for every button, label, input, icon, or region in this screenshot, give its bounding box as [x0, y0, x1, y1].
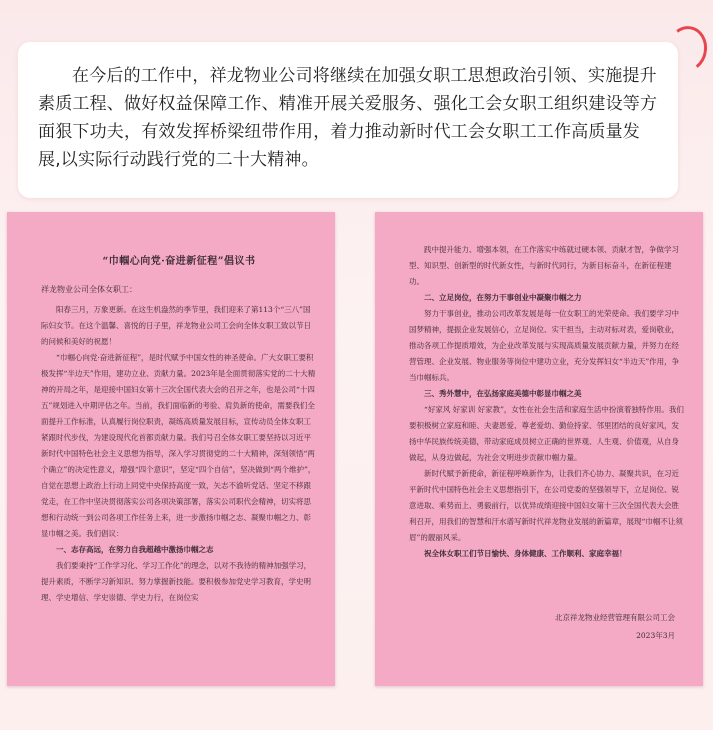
letter-paragraph: “好家风 好家训 好家教”，女性在社会生活和家庭生活中扮演着独特作用。我们要积极树立家庭和睦、夫妻恩爱、尊老爱幼、勤俭持家、邻里团结的良好家风，发扬中华民族传统美德，带动家庭成员树立正确的世界观、人生观、价值观，从自身做起，从身边做起，为社会文明进步贡献巾帼力量。	[409, 405, 684, 462]
letter-paragraph: 新时代赋予新使命，新征程呼唤新作为，让我们齐心协力、凝聚共识，在习近平新时代中国特色社会主义思想指引下，在公司党委的坚强领导下，立足岗位、锐意进取、乘势而上、勇毅前行，以优异成绩迎接中国妇女第十三次全国代表大会胜利召开，用我们的智慧和汗水谱写新时代祥龙物业发展的新篇章，展现“巾帼不让须眉”的靓丽风采。	[409, 469, 683, 542]
letter-section-heading: 二、立足岗位，在努力干事创业中凝聚巾帼之力	[424, 293, 582, 302]
letter-page-left	[7, 212, 335, 686]
letter-salutation: 祥龙物业公司全体女职工：	[41, 285, 137, 294]
letter-signature-block	[555, 609, 675, 645]
letter-section-heading: 一、志存高远，在努力自我超越中激扬巾帼之志	[56, 545, 214, 554]
letter-paragraph: 努力干事创业，推动公司改革发展是每一位女职工的光荣使命。我们要学习中国梦精神，提振企业发展信心，立足岗位、实干担当，主动对标对表，爱岗敬业，推动各项工作提质增效，为企业改革发展与实现高质量发展贡献力量，并努力在经营管理、企业发展、物业服务等岗位中建功立业，充分发挥妇女“半边天”作用，争当巾帼标兵。	[409, 309, 680, 382]
letter-section-heading: 三、秀外慧中，在弘扬家庭美德中彰显巾帼之美	[424, 389, 582, 398]
letter-body-left	[41, 302, 317, 606]
letter-signature: 北京祥龙物业经营管理有限公司工会	[555, 613, 675, 622]
letter-page-right	[375, 212, 703, 686]
letter-paragraph: 阳春三月，万象更新。在这生机盎然的季节里，我们迎来了第113个“三八”国际妇女节。在这个温馨、喜悦的日子里，祥龙物业公司工会向全体女职工致以节日的问候和美好的祝愿！	[41, 305, 311, 346]
letter-closing: 祝全体女职工们节日愉快、身体健康、工作顺利、家庭幸福！	[424, 549, 627, 558]
letter-date: 2023年3月	[636, 631, 675, 640]
letter-paragraph: 践中提升能力、增强本领，在工作落实中练就过硬本领、贡献才智，争做学习型、知识型、创新型的时代新女性，与新时代同行，为新目标奋斗，在新征程建功。	[409, 245, 679, 286]
letter-body-right	[409, 242, 685, 562]
letter-paragraph: 我们要秉持“工作学习化、学习工作化”的理念，以对不我待的精神加强学习，提升素质，不断学习新知识、努力掌握新技能。要积极参加党史学习教育，学史明理、学史增信、学史崇德、学史力行，在岗位实	[41, 561, 312, 602]
letter-paragraph: “巾帼心向党·奋进新征程”，是时代赋予中国女性的神圣使命。广大女职工要积极发挥“半边天”作用，建功立业、贡献力量。2023年是全面贯彻落实党的二十大精神的开局之年，是迎接中国妇女第十三次全国代表大会的召开之年，也是公司“十四五”规划进入中期评估之年。当前，我们面临新的考验、肩负新的使命，需要我们全面提升工作标准，认真履行岗位职责，凝练高质量发展目标，宣传动员全体女职工紧跟时代步伐，为建设现代化首都贡献力量。我们号召全体女职工要坚持以习近平新时代中国特色社会主义思想为指导，深入学习贯彻党的二十大精神，深刻领悟“两个确立”的决定性意义，增强“四个意识”，坚定“四个自信”，坚决做到“两个维护”，自觉在思想上政治上行动上同党中央保持高度一致，矢志不渝听党话、坚定不移跟党走，在工作中坚决贯彻落实公司各项决策部署，落实公司职代会精神，切实将思想和行动统一到公司各项工作任务上来，进一步激扬巾帼之志、凝聚巾帼之力、彰显巾帼之美。我们倡议：	[41, 353, 316, 538]
intro-paragraph: 在今后的工作中，祥龙物业公司将继续在加强女职工思想政治引领、实施提升素质工程、做好权益保障工作、精准开展关爱服务、强化工会女职工组织建设等方面狠下功夫，有效发挥桥梁纽带作用，着力推动新时代工会女职工工作高质量发展,以实际行动践行党的二十大精神。	[38, 66, 658, 170]
letter-title: “巾帼心向党·奋进新征程”倡议书	[102, 256, 256, 267]
